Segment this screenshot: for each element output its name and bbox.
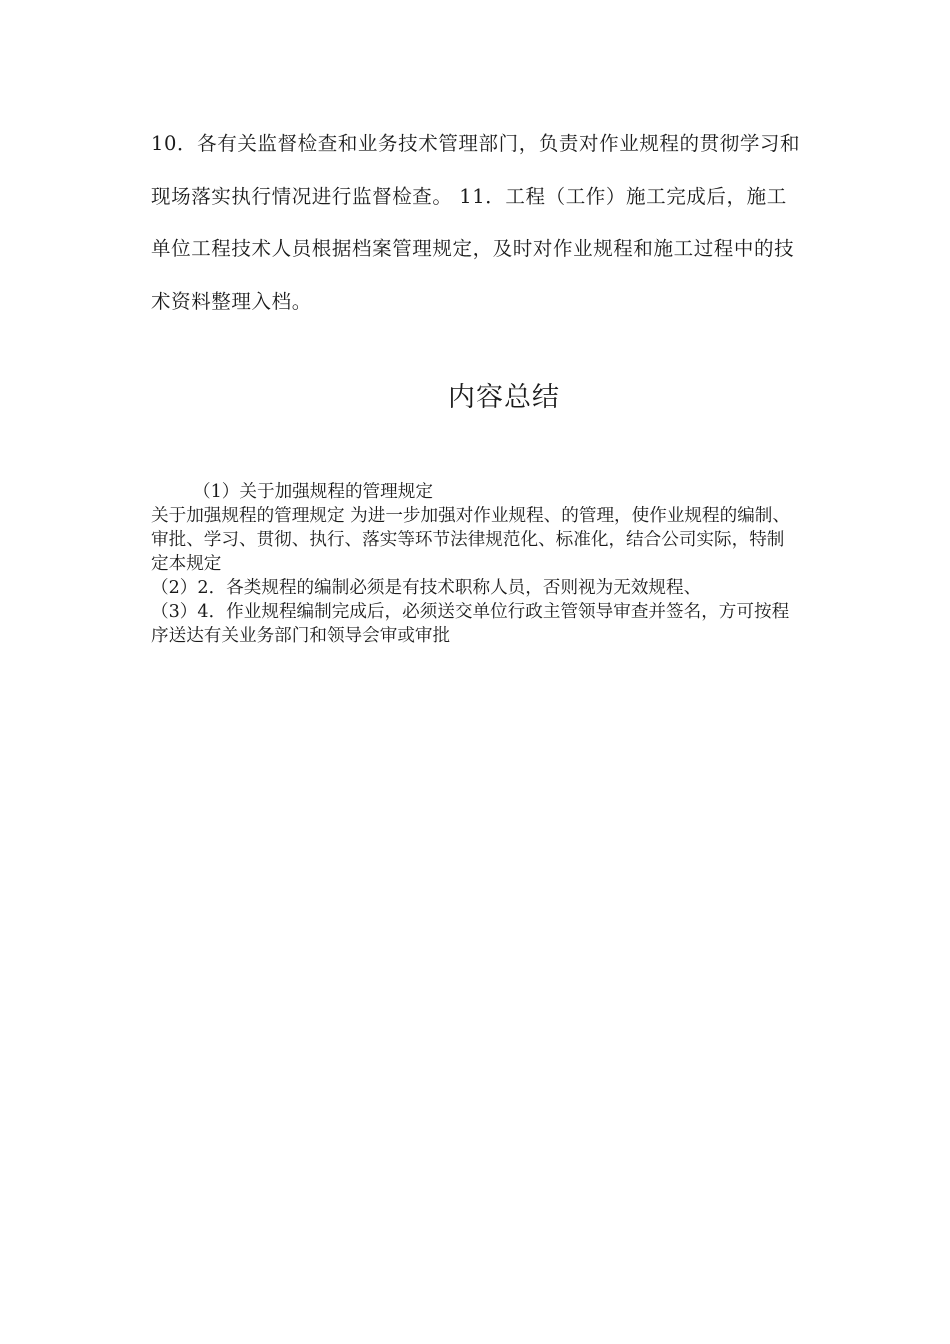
summary-line-4: （3）4．作业规程编制完成后，必须送交单位行政主管领导审查并签名，方可按程序送达有关业务部门和领导会审或审批 xyxy=(151,602,790,646)
body-paragraph: 10．各有关监督检查和业务技术管理部门，负责对作业规程的贯彻学习和现场落实执行情况进行监督检查。 11．工程（工作）施工完成后，施工单位工程技术人员根据档案管理规定，及时对作业规程和施工过程中的技术资料整理入档。 xyxy=(151,132,801,313)
summary-line-2: 关于加强规程的管理规定 为进一步加强对作业规程、的管理，使作业规程的编制、审批、学习、贯彻、执行、落实等环节法律规范化、标准化，结合公司实际，特制定本规定 xyxy=(151,506,790,574)
summary-line-1: （1）关于加强规程的管理规定 xyxy=(193,482,433,502)
summary-title: 内容总结 xyxy=(448,382,560,413)
summary-line-3: （2）2．各类规程的编制必须是有技术职称人员，否则视为无效规程、 xyxy=(151,578,702,598)
summary-section xyxy=(151,480,791,648)
